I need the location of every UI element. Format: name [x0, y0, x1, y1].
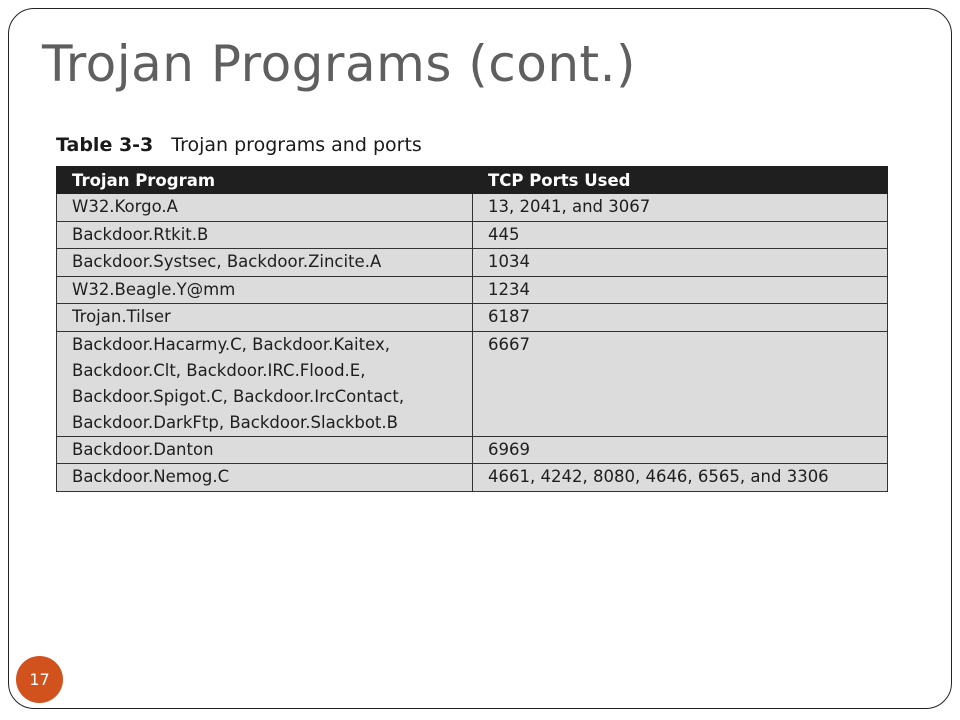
program-name: Backdoor.DarkFtp, Backdoor.Slackbot.B — [72, 412, 398, 432]
program-name: Backdoor.Rtkit.B — [72, 224, 209, 244]
program-name: W32.Beagle.Y@mm — [72, 279, 236, 299]
program-name: Trojan.Tilser — [72, 307, 171, 326]
table-row — [57, 221, 888, 249]
column-header-trojan-program: Trojan Program — [57, 167, 473, 194]
table-row — [57, 304, 888, 332]
program-cell — [57, 221, 473, 249]
table-header-row — [57, 167, 888, 194]
ports-cell: 1034 — [473, 249, 888, 277]
table-row — [57, 436, 888, 464]
program-name: Backdoor.Nemog.C — [72, 467, 230, 486]
slide-title: Trojan Programs (cont.) — [42, 35, 637, 93]
program-name: Backdoor.Danton — [72, 439, 214, 459]
table-caption — [56, 132, 422, 158]
ports-cell: 6187 — [473, 304, 888, 332]
program-cell — [57, 194, 473, 222]
program-cell — [57, 331, 473, 436]
ports-cell: 1234 — [473, 276, 888, 304]
program-name: Backdoor.Hacarmy.C, Backdoor.Kaitex, — [72, 334, 390, 354]
ports-cell: 13, 2041, and 3067 — [473, 194, 888, 222]
column-header-tcp-ports: TCP Ports Used — [473, 167, 888, 194]
ports-cell: 4661, 4242, 8080, 4646, 6565, and 3306 — [473, 464, 888, 492]
program-cell — [57, 304, 473, 332]
table-row — [57, 194, 888, 222]
trojan-ports-table — [56, 166, 888, 492]
program-cell — [57, 276, 473, 304]
table-row — [57, 249, 888, 277]
program-cell — [57, 249, 473, 277]
table-caption-label: Table 3-3 — [56, 134, 154, 156]
ports-cell: 6969 — [473, 436, 888, 464]
ports-cell: 445 — [473, 221, 888, 249]
program-name: W32.Korgo.A — [72, 197, 178, 216]
program-name: Backdoor.Clt, Backdoor.IRC.Flood.E, — [72, 360, 366, 380]
program-name: Backdoor.Systsec, Backdoor.Zincite.A — [72, 252, 382, 271]
program-name: Backdoor.Spigot.C, Backdoor.IrcContact, — [72, 386, 405, 406]
program-cell — [57, 464, 473, 492]
table-row — [57, 276, 888, 304]
page-number-badge: 17 — [16, 656, 63, 703]
program-cell — [57, 436, 473, 464]
table-row — [57, 331, 888, 436]
table-row — [57, 464, 888, 492]
ports-cell: 6667 — [473, 331, 888, 436]
table-caption-text: Trojan programs and ports — [171, 134, 422, 156]
